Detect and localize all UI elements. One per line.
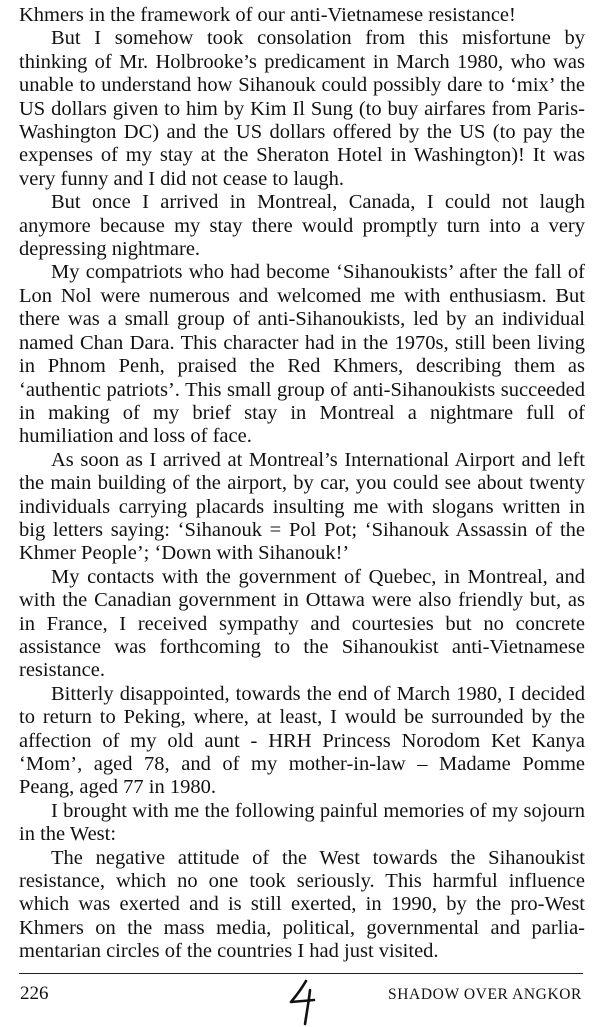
- running-title: SHADOW OVER ANGKOR: [388, 986, 582, 1003]
- handwritten-mark-icon: [284, 978, 324, 1026]
- paragraph-1: Khmers in the framework of our anti-Vietnamese resistance!: [19, 4, 516, 26]
- paragraph-2: But I somehow took consolation from this misfortune by thinking of Mr. Holbrooke’s predicament in March 1980, who was unable to understand how Sihanouk could possibly dare to ‘mix’ the US dollars given to him by Kim Il Sung (to buy airfares from Paris-Washington DC) and the US dollars offered by the US (to pay the expenses of my stay at the Sheraton Hotel in Washington)! It was very funny and I did not cease to laugh.: [19, 27, 585, 190]
- footer-divider: [19, 973, 583, 974]
- paragraph-3: But once I arrived in Montreal, Canada, I could not laugh anymore because my stay there would promptly turn into a very depressing nightmare.: [19, 191, 585, 261]
- page-number: 226: [20, 983, 49, 1004]
- paragraph-9: The negative attitude of the West towards the Sihanoukist resistance, which no one took seriously. This harmful influence which was exerted and is still exerted, in 1990, by the pro-West Khmers on the mass media, political, governmental and parliamentarian circles of the countries I had just visited.: [19, 846, 585, 963]
- paragraph-8: I brought with me the following painful memories of my sojourn in the West:: [19, 799, 585, 846]
- page-body: [19, 4, 585, 964]
- paragraph-7: Bitterly disappointed, towards the end of March 1980, I decided to return to Peking, where, at least, I would be surrounded by the affection of my old aunt - HRH Princess Norodom Ket Kanya ‘Mom’, aged 78, and of my mother-in-law – Madame Pomme Peang, aged 77 in 1980.: [19, 682, 585, 799]
- paragraph-6: My contacts with the government of Quebec, in Montreal, and with the Canadian government in Ottawa were also friendly but, as in France, I received sympathy and courtesies but no concrete assistance was forthcoming to the Sihanoukist anti-Vietnamese resistance.: [19, 565, 585, 682]
- paragraph-4: My compatriots who had become ‘Sihanoukists’ after the fall of Lon Nol were numerous and welcomed me with enthusiasm. But there was a small group of anti-Sihanoukists, led by an individual named Chan Dara. This character had in the 1970s, still been living in Phnom Penh, praised the Red Khmers, describing them as ‘authentic patriots’. This small group of anti-Sihanoukists succeeded in making of my brief stay in Montreal a nightmare full of humiliation and loss of face.: [19, 261, 585, 448]
- paragraph-5: As soon as I arrived at Montreal’s International Airport and left the main building of the airport, by car, you could see about twenty individuals carrying placards insulting me with slogans written in big letters saying: ‘Sihanouk = Pol Pot; ‘Sihanouk Assassin of the Khmer People’; ‘Down with Sihanouk!’: [19, 448, 585, 565]
